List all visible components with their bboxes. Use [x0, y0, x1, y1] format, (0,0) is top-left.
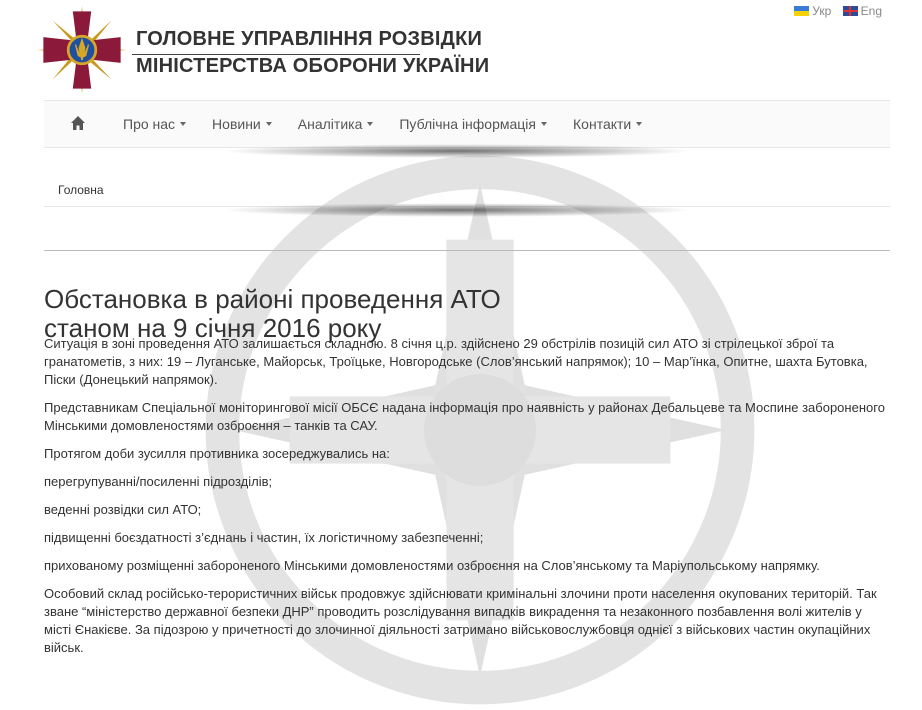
nav-item-label: Аналітика [297, 116, 363, 132]
lang-eng-label: Eng [860, 4, 882, 18]
decorative-shadow [222, 203, 692, 217]
article-paragraph: підвищенні боєздатності з’єднань і частин, їх логістичному забезпеченні; [44, 530, 484, 545]
ukraine-flag-icon [794, 6, 809, 16]
site-title[interactable] [134, 26, 489, 80]
breadcrumb-home-link[interactable]: Головна [58, 183, 104, 197]
site-title-line2: МІНІСТЕРСТВА ОБОРОНИ УКРАЇНИ [136, 55, 490, 77]
article-paragraph: Протягом доби зусилля противника зосереджувались на: [44, 446, 390, 461]
nav-item-label: Новини [212, 116, 261, 132]
nav-item-about[interactable] [110, 101, 199, 147]
article-paragraph: прихованому розміщенні забороненого Мінськими домовленостями озброєння на Слов’янському та Маріупольському напрямку. [44, 558, 820, 573]
article-body [44, 335, 890, 667]
breadcrumb [44, 172, 890, 207]
nav-item-label: Про нас [123, 116, 176, 132]
article-paragraph: перегрупуванні/посиленні підрозділів; [44, 474, 273, 489]
caret-down-icon [180, 122, 186, 126]
lang-ukr-label: Укр [812, 4, 832, 18]
site-header [0, 0, 922, 98]
lang-ukr-link[interactable] [794, 4, 831, 18]
article-paragraph: Особовий склад російсько-терористичних військ продовжує здійснювати кримінальні злочини проти населення окупованих територій. Так зване “міністерство державної безпеки ДНР” проводить розслідування випадків викрадення та незаконного позбавлення волі жителів у місті Єнакієве. За підозрою у причетності до злочинної діяльності затримано військовослужбовця однієї з військових частин окупаційних військ. [44, 586, 877, 655]
caret-down-icon [266, 122, 272, 126]
ministry-emblem-icon[interactable] [36, 4, 128, 96]
article-paragraph: Ситуація в зоні проведення АТО залишається складною. 8 січня ц.р. здійснено 29 обстрілів позицій сил АТО зі стрілецької зброї та гранатометів, з них: 19 – Луганське, Майорськ, Троїцьке, Новгородське (Слов’янський напрямок); 10 – Мар’їнка, Опитне, шахта Бутовка, Піски (Донецький напрямок). [44, 336, 868, 387]
nav-menu [110, 101, 655, 147]
article-title-line2: станом на 9 січня 2016 року [44, 313, 382, 344]
caret-down-icon [636, 122, 642, 126]
content-divider [44, 250, 890, 251]
home-icon[interactable] [70, 115, 86, 131]
lang-eng-link[interactable] [843, 4, 882, 18]
nav-item-label: Публічна інформація [399, 116, 537, 132]
site-title-line1: ГОЛОВНЕ УПРАВЛІННЯ РОЗВІДКИ [136, 28, 483, 50]
nav-item-public-info[interactable] [386, 101, 560, 147]
nav-item-news[interactable] [199, 101, 285, 147]
article-paragraph: Представникам Спеціальної моніторингової місії ОБСЄ надана інформація про наявність у районах Дебальцеве та Моспине забороненого Мінськими домовленостями озброєння – танків та САУ. [44, 400, 885, 433]
decorative-shadow [222, 144, 692, 158]
caret-down-icon [367, 122, 373, 126]
article-paragraph: веденні розвідки сил АТО; [44, 502, 202, 517]
caret-down-icon [541, 122, 547, 126]
main-navbar [44, 100, 890, 148]
language-switcher [786, 4, 882, 19]
uk-flag-icon [843, 6, 858, 16]
nav-item-contacts[interactable] [560, 101, 655, 147]
article-title-line1: Обстановка в районі проведення АТО [44, 284, 501, 315]
nav-item-label: Контакти [573, 116, 632, 132]
nav-item-analytics[interactable] [285, 101, 387, 147]
